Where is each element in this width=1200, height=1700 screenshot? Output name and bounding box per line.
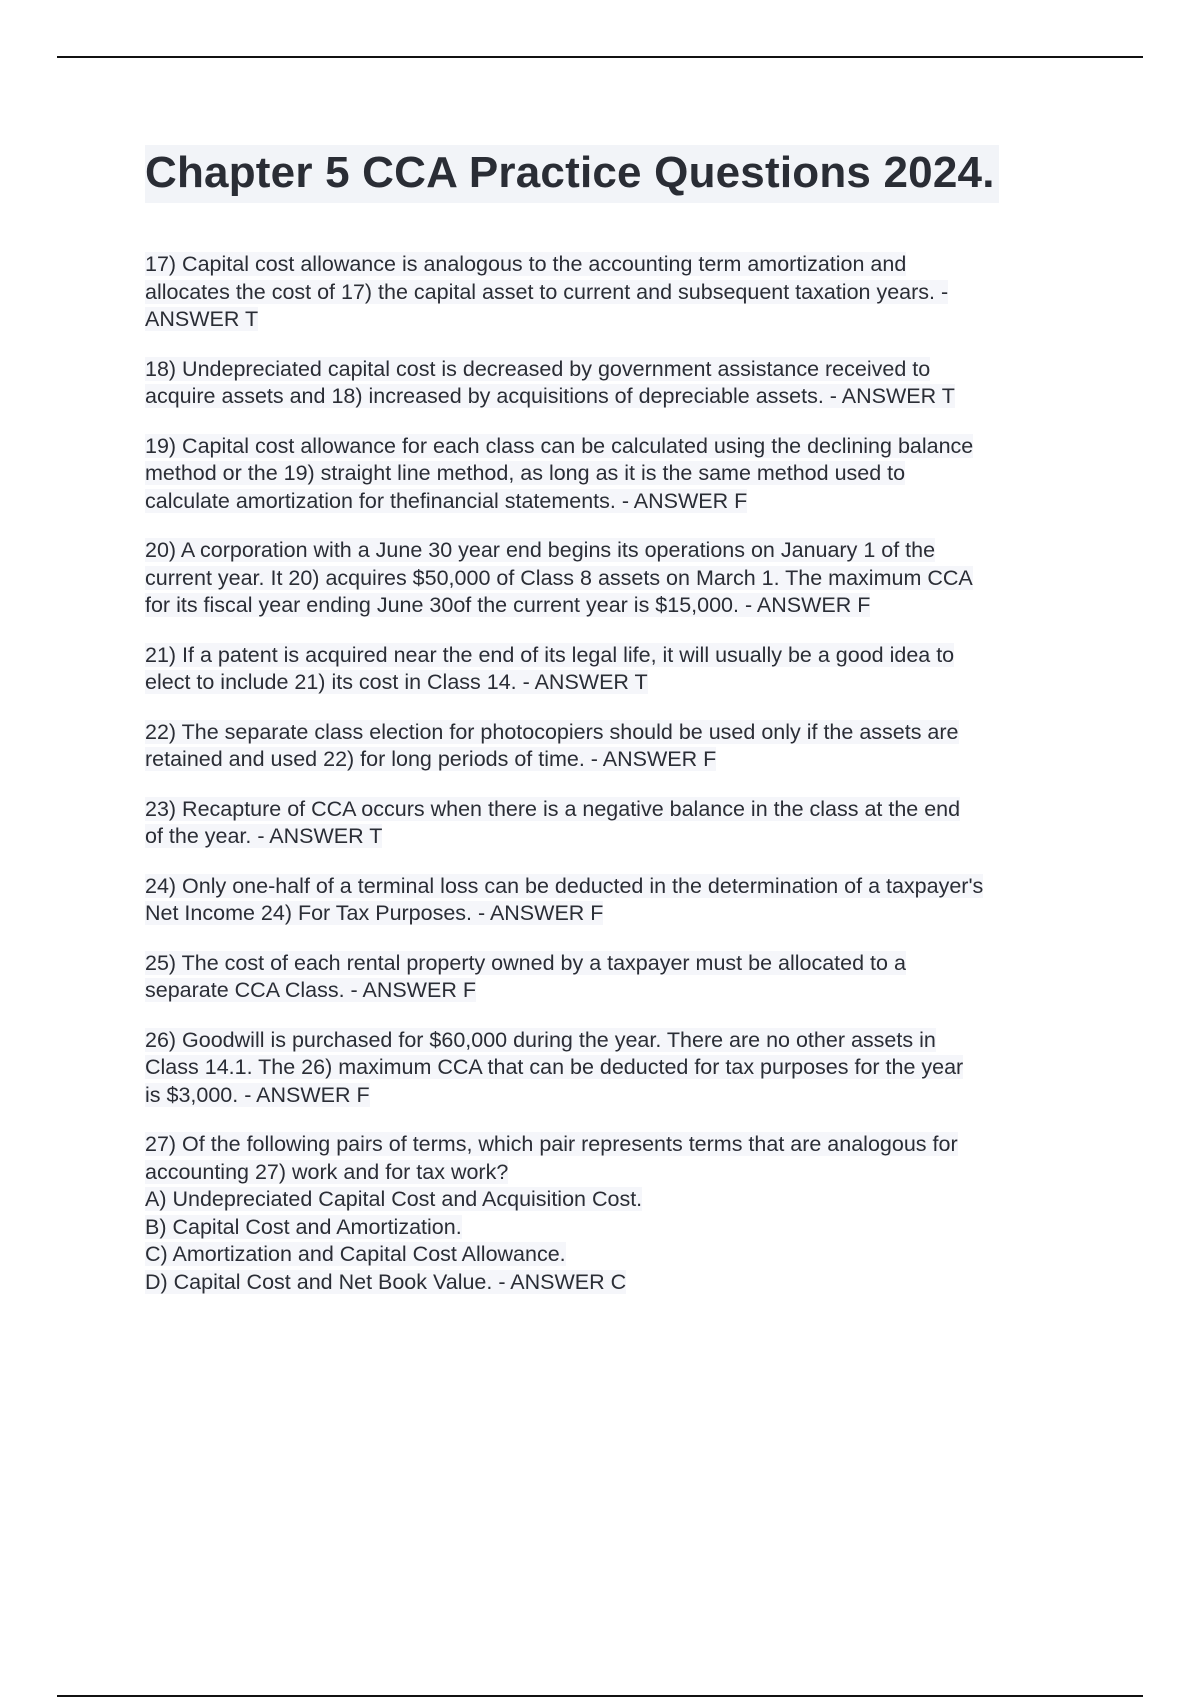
- question-24: [145, 873, 1090, 928]
- top-divider: [57, 56, 1143, 58]
- question-text: 17) Capital cost allowance is analogous to the accounting term amortization and allocates the cost of 17) the capital asset to current and subsequent taxation years. - ANSWER T: [145, 252, 949, 331]
- question-text: 18) Undepreciated capital cost is decreased by government assistance received to acquire assets and 18) increased by acquisitions of depreciable assets. - ANSWER T: [145, 356, 955, 408]
- question-18: [145, 356, 1090, 411]
- question-text: 19) Capital cost allowance for each class can be calculated using the declining balance method or the 19) straight line method, as long as it is the same method used to calculate amortization for thefinancial statements. - ANSWER F: [145, 433, 974, 513]
- question-text: 21) If a patent is acquired near the end of its legal life, it will usually be a good idea to elect to include 21) its cost in Class 14. - ANSWER T: [145, 642, 955, 694]
- question-27: [145, 1131, 1090, 1296]
- document-body: [145, 145, 1090, 1318]
- question-text: 22) The separate class election for photocopiers should be used only if the assets are retained and used 22) for long periods of time. - ANSWER F: [145, 719, 959, 771]
- question-19: [145, 433, 1090, 516]
- question-text: 27) Of the following pairs of terms, which pair represents terms that are analogous for accounting 27) work and for tax work? A) Undepreciated Capital Cost and Acquisition Cost. B) Capital Cost and Amortization. C) Amortization and Capital Cost Allowance. D) Capital Cost and Net Book Value. - ANSWER C: [145, 1132, 958, 1294]
- question-list: [145, 251, 1090, 1296]
- document-title: Chapter 5 CCA Practice Questions 2024.: [145, 145, 999, 203]
- question-21: [145, 642, 1090, 697]
- question-text: 20) A corporation with a June 30 year end begins its operations on January 1 of the current year. It 20) acquires $50,000 of Class 8 assets on March 1. The maximum CCA for its fiscal year ending June 30of the current year is $15,000. - ANSWER F: [145, 538, 973, 617]
- question-text: 25) The cost of each rental property owned by a taxpayer must be allocated to a separate CCA Class. - ANSWER F: [145, 950, 906, 1002]
- question-23: [145, 796, 1090, 851]
- question-22: [145, 719, 1090, 774]
- question-26: [145, 1027, 1090, 1110]
- question-17: [145, 251, 1090, 334]
- question-20: [145, 537, 1090, 620]
- question-25: [145, 950, 1090, 1005]
- question-text: 23) Recapture of CCA occurs when there is a negative balance in the class at the end of the year. - ANSWER T: [145, 796, 961, 848]
- question-text: 26) Goodwill is purchased for $60,000 during the year. There are no other assets in Class 14.1. The 26) maximum CCA that can be deducted for tax purposes for the year is $3,000. - ANSWER F: [145, 1027, 964, 1107]
- bottom-divider: [57, 1695, 1143, 1697]
- question-text: 24) Only one-half of a terminal loss can be deducted in the determination of a taxpayer's Net Income 24) For Tax Purposes. - ANSWER F: [145, 873, 984, 925]
